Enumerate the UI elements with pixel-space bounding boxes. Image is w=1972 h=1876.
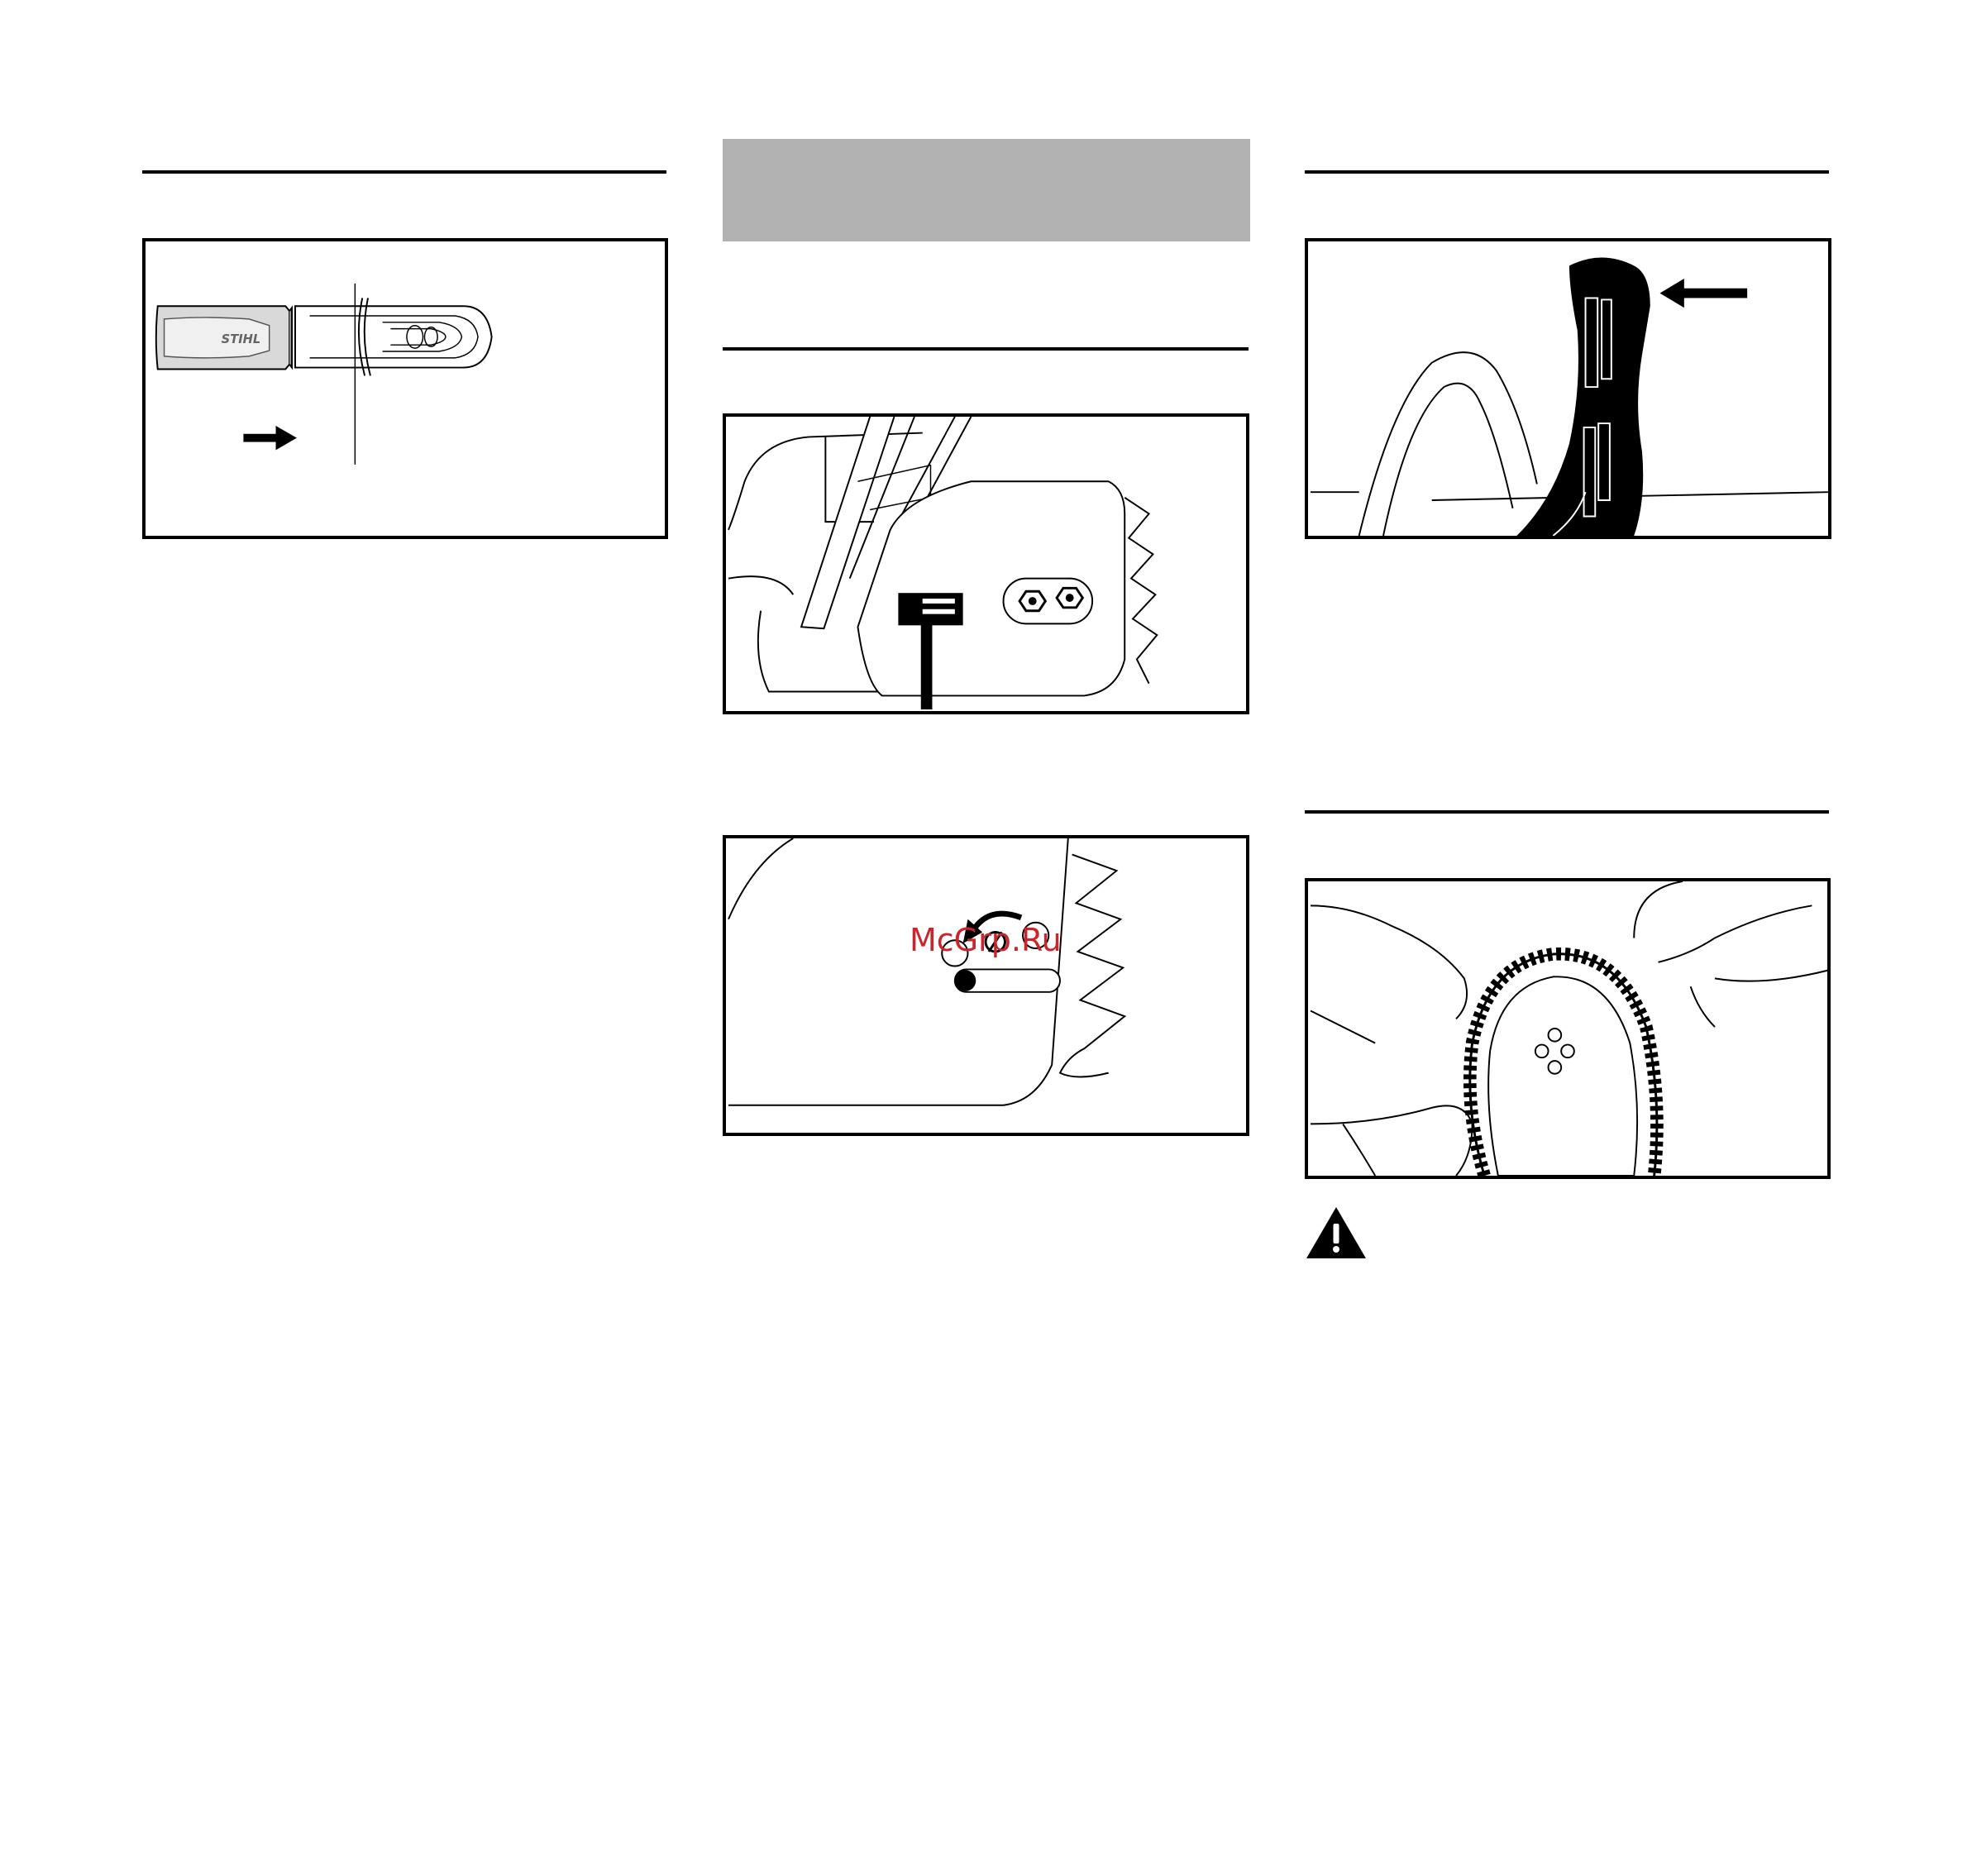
stihl-logo-text: STIHL [221, 332, 261, 347]
scabbard-illustration [146, 241, 665, 536]
chain-on-bar-illustration [1308, 881, 1827, 1176]
section-rule-middle [723, 347, 1249, 351]
figure-chain-scabbard [142, 238, 668, 539]
arrow-left-icon [1660, 279, 1748, 308]
section-rule-right-top [1305, 170, 1829, 174]
gray-banner [723, 139, 1250, 241]
figure-sprocket-cover-nuts [723, 413, 1249, 714]
sprocket-cover-illustration [726, 417, 1246, 711]
figure-tensioning-screw [723, 835, 1249, 1136]
arrow-right-icon [243, 426, 297, 450]
tensioning-screw-illustration [726, 838, 1246, 1133]
nut-icon [1057, 588, 1082, 607]
figure-chain-on-bar [1305, 878, 1831, 1179]
watermark-text: McGrp.Ru [910, 922, 1062, 958]
section-rule-left [142, 170, 666, 174]
section-rule-right-bottom [1305, 810, 1829, 814]
warning-triangle-icon [1305, 1205, 1368, 1260]
nut-icon [1019, 591, 1045, 610]
hand-guard-illustration [1308, 241, 1828, 536]
figure-front-handguard [1305, 238, 1831, 539]
